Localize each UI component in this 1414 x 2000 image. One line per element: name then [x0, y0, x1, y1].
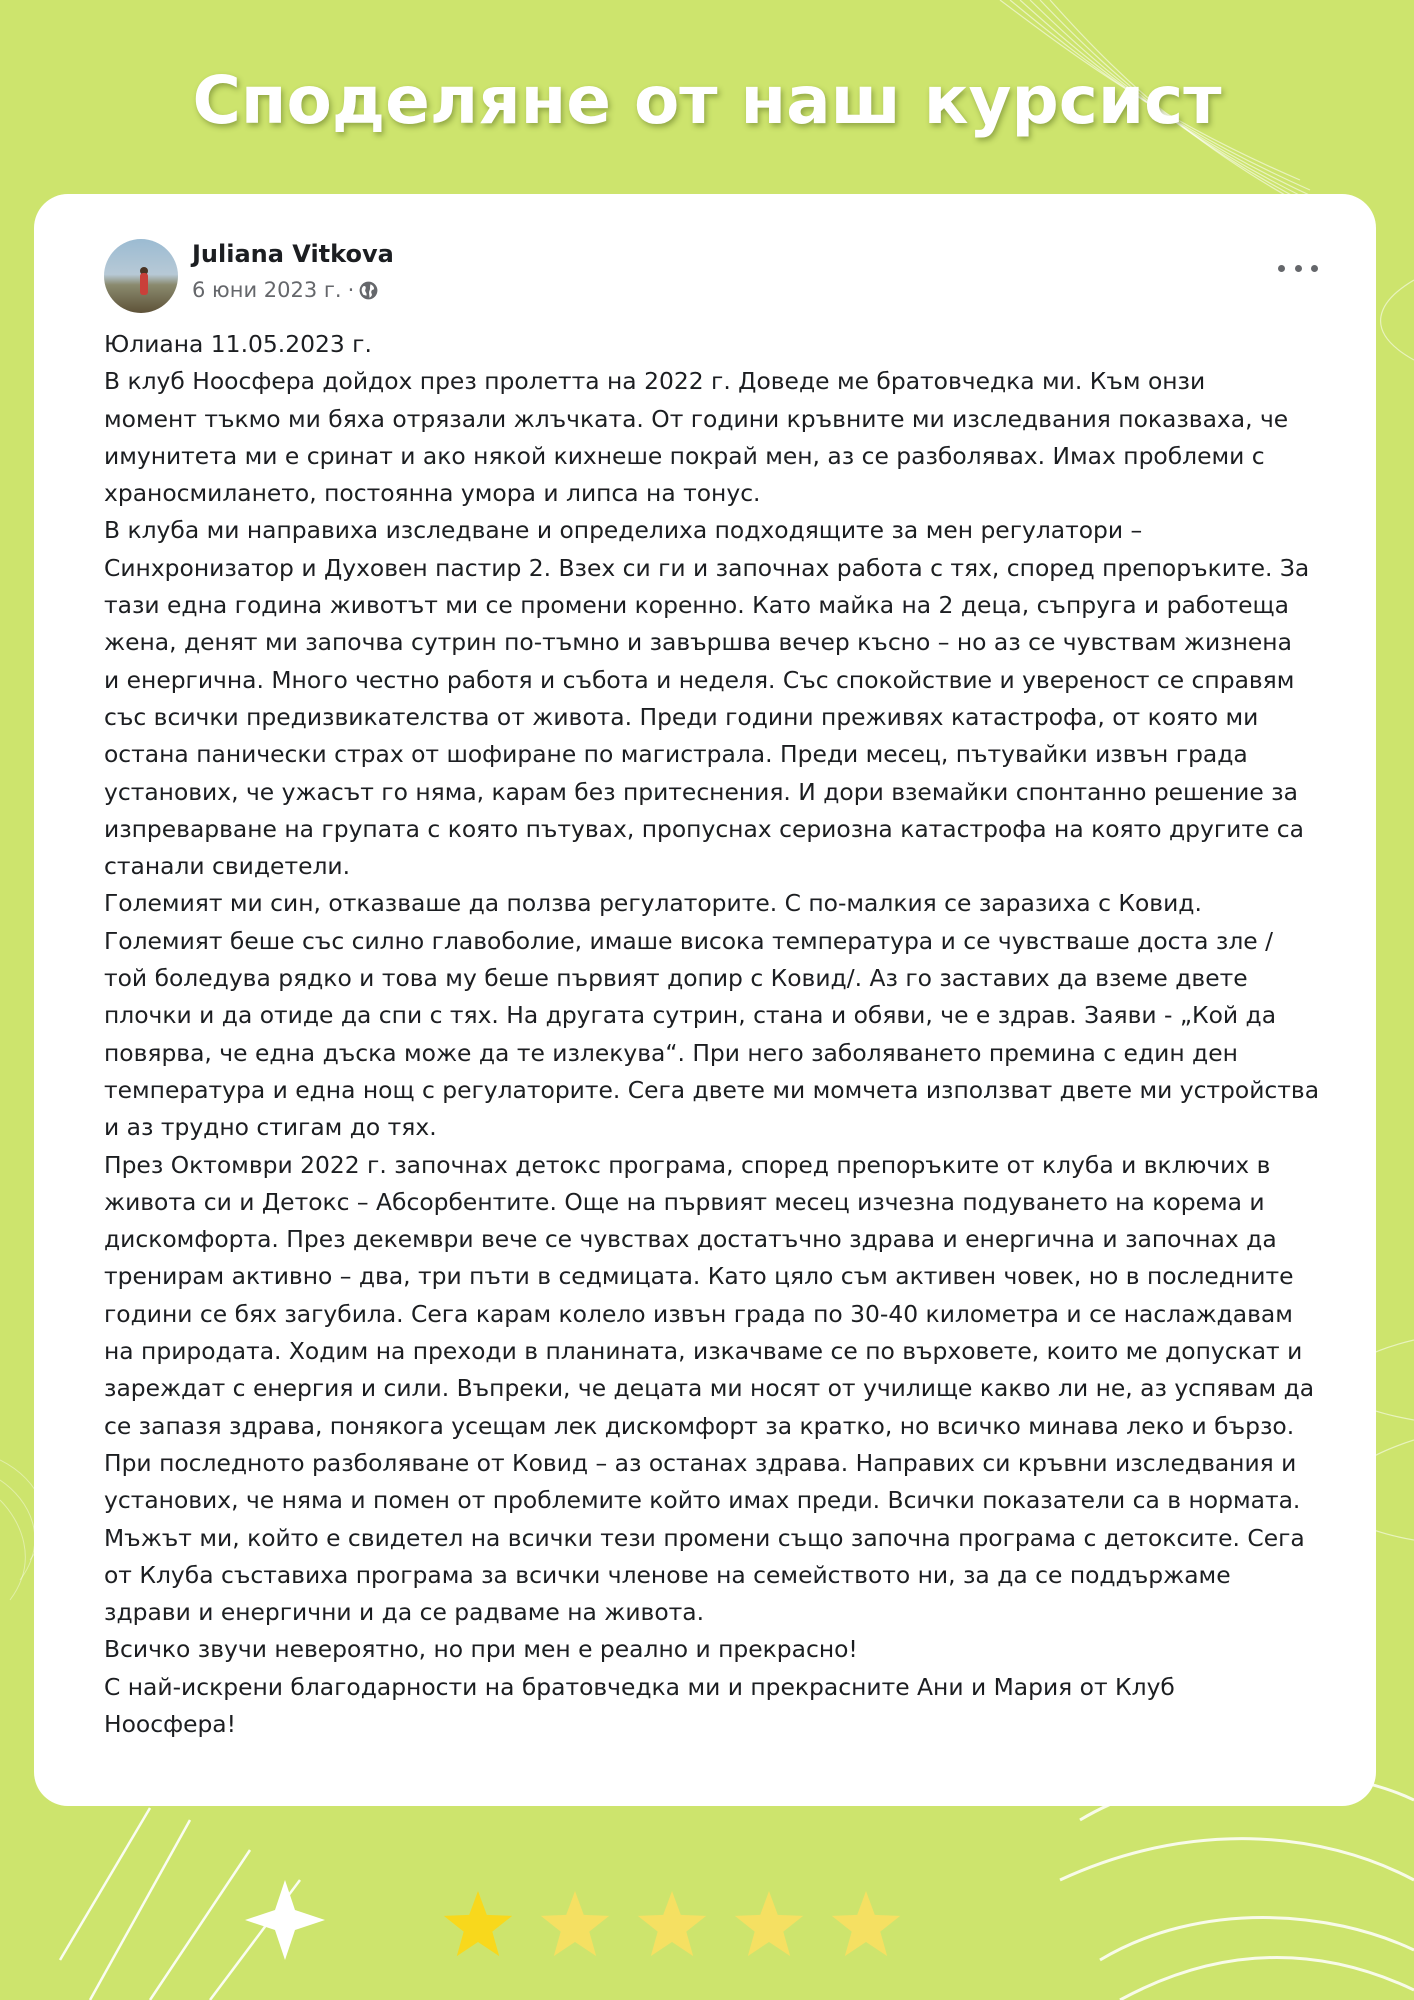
- post-text-line: В клуба ми направиха изследване и определиха подходящите за мен регулатори –: [104, 516, 1143, 545]
- post-text-line: зареждат с енергия и сили. Въпреки, че децата ми носят от училище какво ли не, аз успявам да: [104, 1374, 1315, 1403]
- post-text-line: В клуб Ноосфера дойдох през пролетта на 2022 г. Доведе ме братовчедка ми. Към онзи: [104, 367, 1206, 396]
- post-body: [104, 326, 1364, 1743]
- author-avatar[interactable]: [104, 239, 178, 313]
- post-text-line: момент тъкмо ми бяха отрязали жлъчката. От години кръвните ми изследвания показваха, че: [104, 404, 1289, 433]
- post-text-line: изпреварване на групата с която пътувах, пропуснах сериозна катастрофа на която другите са: [104, 814, 1304, 843]
- post-text-line: Юлиана 11.05.2023 г.: [104, 330, 372, 358]
- post-text-line: тази една година животът ми се промени коренно. Като майка на 2 деца, съпруга и работеща: [104, 591, 1289, 620]
- more-options-icon-dot: [1278, 265, 1285, 272]
- globe-icon[interactable]: [358, 280, 379, 301]
- post-text-line: се запазя здрава, понякога усещам лек дискомфорт за кратко, но всичко минава леко и бързо.: [104, 1411, 1295, 1440]
- post-text-line: установих, че ужасът го няма, карам без притеснения. И дори вземайки спонтанно решение за: [104, 777, 1298, 806]
- post-text-line: Големият ми син, отказваше да ползва регулаторите. С по-малкия се заразиха с Ковид.: [104, 889, 1202, 918]
- post-card: [34, 194, 1376, 1806]
- post-text-line: на природата. Ходим на преходи в планината, изкачваме се по върховете, които ме допускат и: [104, 1337, 1303, 1366]
- post-text-line: станали свидетели.: [104, 852, 351, 881]
- post-text-line: със всички предизвикателства от живота. Преди години преживях катастрофа, от която ми: [104, 702, 1259, 731]
- more-options-button[interactable]: [1278, 256, 1318, 280]
- star-rating: [440, 1888, 920, 1962]
- more-options-icon-dot: [1311, 265, 1318, 272]
- post-text-line: и аз трудно стигам до тях.: [104, 1113, 437, 1142]
- post-text-line: Синхронизатор и Духовен пастир 2. Взех си ги и започнах работа с тях, според препоръките. За: [104, 553, 1310, 582]
- post-text-line: жена, денят ми започва сутрин по-тъмно и завършва вечер късно – но аз се чувствам жизнена: [104, 628, 1292, 657]
- post-text-line: При последното разболяване от Ковид – аз останах здрава. Направих си кръвни изследвания и: [104, 1448, 1297, 1477]
- post-text-line: здрави и енергични и да се радваме на живота.: [104, 1598, 705, 1627]
- post-text-line: от Клуба съставиха програма за всички членове на семейството ни, за да се поддържаме: [104, 1560, 1231, 1589]
- post-text-line: остана панически страх от шофиране по магистрала. Преди месец, пътувайки извън града: [104, 740, 1248, 769]
- post-text-line: Всичко звучи невероятно, но при мен е реално и прекрасно!: [104, 1635, 858, 1664]
- post-date[interactable]: 6 юни 2023 г.: [192, 278, 342, 302]
- meta-separator: ·: [347, 278, 355, 302]
- post-text-line: През Октомври 2022 г. започнах детокс програма, според препоръките от клуба и включих в: [104, 1150, 1271, 1179]
- post-text-line: тренирам активно – два, три пъти в седмицата. Като цяло съм активен човек, но в последните: [104, 1262, 1294, 1291]
- avatar-figure-body: [140, 273, 148, 295]
- post-meta: [192, 278, 379, 302]
- post-text-line: повярва, че една дъска може да те излекува“. При него заболяването премина с един ден: [104, 1038, 1238, 1067]
- post-text-line: Мъжът ми, който е свидетел на всички тези промени също започна програма с детоксите. Сега: [104, 1523, 1305, 1552]
- more-options-icon-dot: [1295, 265, 1302, 272]
- post-text-line: дискомфорта. През декември вече се чувствах достатъчно здрава и енергична и започнах да: [104, 1225, 1277, 1254]
- post-text-line: той боледува рядко и това му беше първият допир с Ковид/. Аз го заставих да вземе двете: [104, 964, 1248, 993]
- post-text-line: живота си и Детокс – Абсорбентите. Още на първият месец изчезна подуването на корема и: [104, 1187, 1265, 1216]
- post-text-line: плочки и да отиде да спи с тях. На другата сутрин, стана и обяви, че е здрав. Заяви - „Кой да: [104, 1001, 1277, 1030]
- star-icon: [444, 1891, 512, 1956]
- star-icon: [832, 1891, 900, 1956]
- star-icon: [638, 1891, 706, 1956]
- post-text-line: храносмилането, постоянна умора и липса на тонус.: [104, 479, 761, 508]
- post-text-line: температура и една нощ с регулаторите. Сега двете ми момчета използват двете ми устройства: [104, 1075, 1320, 1104]
- post-text-line: Големият беше със силно главоболие, имаше висока температура и се чувстваше доста зле /: [104, 926, 1274, 955]
- post-text-line: и енергична. Много честно работя и събота и неделя. Със спокойствие и увереност се справям: [104, 665, 1295, 694]
- star-icon: [541, 1891, 609, 1956]
- author-name[interactable]: Juliana Vitkova: [192, 240, 394, 268]
- post-text-line: имунитета ми е сринат и ако някой кихнеше покрай мен, аз се разболявах. Имах проблеми с: [104, 441, 1265, 470]
- page-title: Споделяне от наш курсист: [192, 62, 1222, 139]
- post-text-line: години се бях загубила. Сега карам колело извън града по 30-40 километра и се наслаждавам: [104, 1299, 1293, 1328]
- post-text-line: Ноосфера!: [104, 1709, 237, 1738]
- star-icon: [735, 1891, 803, 1956]
- post-text-line: С най-искрени благодарности на братовчедка ми и прекрасните Ани и Мария от Клуб: [104, 1672, 1175, 1701]
- post-text-line: установих, че няма и помен от проблемите който имах преди. Всички показатели са в нормата.: [104, 1486, 1301, 1515]
